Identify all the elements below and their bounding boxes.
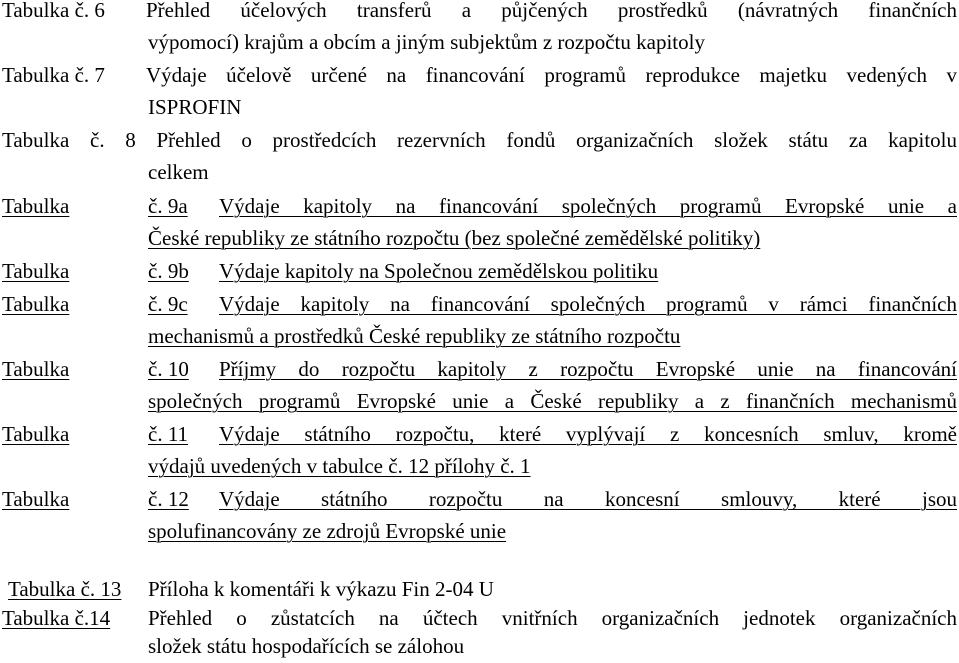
entry-11-title-line-2: výdajů uvedených v tabulce č. 12 přílohy č. 1 (148, 454, 531, 478)
entry-10-title-text-1: Příjmy do rozpočtu kapitoly z rozpočtu Evropské unie na financování (219, 357, 957, 381)
entry-8-title-text-1: Tabulka č. 8 Přehled o prostředcích rezervních fondů organizačních složek státu za kapitolu (2, 128, 957, 152)
entry-12-title-line-2: spolufinancovány ze zdrojů Evropské unie (148, 519, 507, 543)
entry-12-number: č. 12 (148, 487, 189, 511)
entry-10-title-line-1 (219, 353, 957, 385)
entry-8-title-line-2: celkem (148, 160, 209, 184)
entry-7-title-line-2: ISPROFIN (148, 95, 242, 119)
entry-9a-title-text-1: Výdaje kapitoly na financování společných programů Evropské unie a (219, 194, 957, 218)
entry-6-title-line-2: výpomocí) krajům a obcím a jiným subjektům z rozpočtu kapitoly (148, 30, 705, 54)
entry-12-title-text-1: Výdaje státního rozpočtu na koncesní smlouvy, které jsou (219, 487, 957, 511)
entry-9c-prefix: Tabulka (2, 292, 70, 316)
entry-13-prefix: Tabulka č. 13 (8, 577, 122, 601)
entry-9b-number: č. 9b (148, 259, 189, 283)
entry-9b-prefix: Tabulka (2, 259, 70, 283)
entry-14-title-text-1: Přehled o zůstatcích na účtech vnitřních organizačních jednotek organizačních (148, 606, 957, 630)
entry-11-number: č. 11 (148, 422, 189, 446)
entry-11-title-text-1: Výdaje státního rozpočtu, které vyplývají z koncesních smluv, kromě (219, 422, 957, 446)
entry-9a-title-line-1 (219, 190, 957, 222)
entry-12-prefix: Tabulka (2, 487, 70, 511)
entry-9b-title-line-1: Výdaje kapitoly na Společnou zemědělskou politiku (219, 259, 659, 283)
entry-9a-title-line-2: České republiky ze státního rozpočtu (bez společné zemědělské politiky) (148, 226, 761, 250)
entry-7-prefix: Tabulka č. 7 (2, 63, 105, 87)
entry-6-title-text-1: Přehled účelových transferů a půjčených prostředků (návratných finančních (146, 0, 957, 22)
entry-9c-title-text-1: Výdaje kapitoly na financování společných programů v rámci finančních (219, 292, 957, 316)
entry-10-number: č. 10 (148, 357, 189, 381)
entry-11-title-line-1 (219, 418, 957, 450)
entry-9c-number: č. 9c (148, 292, 188, 316)
entry-14-title-line-2: složek státu hospodařících se zálohou (148, 634, 465, 658)
entry-10-prefix: Tabulka (2, 357, 70, 381)
entry-9a-prefix: Tabulka (2, 194, 70, 218)
entry-11-prefix: Tabulka (2, 422, 70, 446)
entry-7-title-text-1: Výdaje účelově určené na financování programů reprodukce majetku vedených v (146, 63, 957, 87)
entry-6-title-line-1 (146, 0, 957, 26)
entry-9c-title-line-1 (219, 288, 957, 320)
entry-13-title-line-1: Příloha k komentáři k výkazu Fin 2-04 U (148, 577, 494, 601)
entry-9a-number: č. 9a (148, 194, 188, 218)
entry-10-title-line-2 (148, 385, 957, 417)
entry-9c-title-line-2: mechanismů a prostředků České republiky ze státního rozpočtu (148, 324, 681, 348)
entry-7-title-line-1 (146, 59, 957, 91)
entry-14-prefix: Tabulka č.14 (2, 606, 111, 630)
entry-10-title-text-2: společných programů Evropské unie a České republiky a z finančních mechanismů (148, 389, 957, 413)
entry-6-prefix: Tabulka č. 6 (2, 0, 105, 22)
entry-12-title-line-1 (219, 483, 957, 515)
entry-8-title-line-1 (2, 124, 957, 156)
